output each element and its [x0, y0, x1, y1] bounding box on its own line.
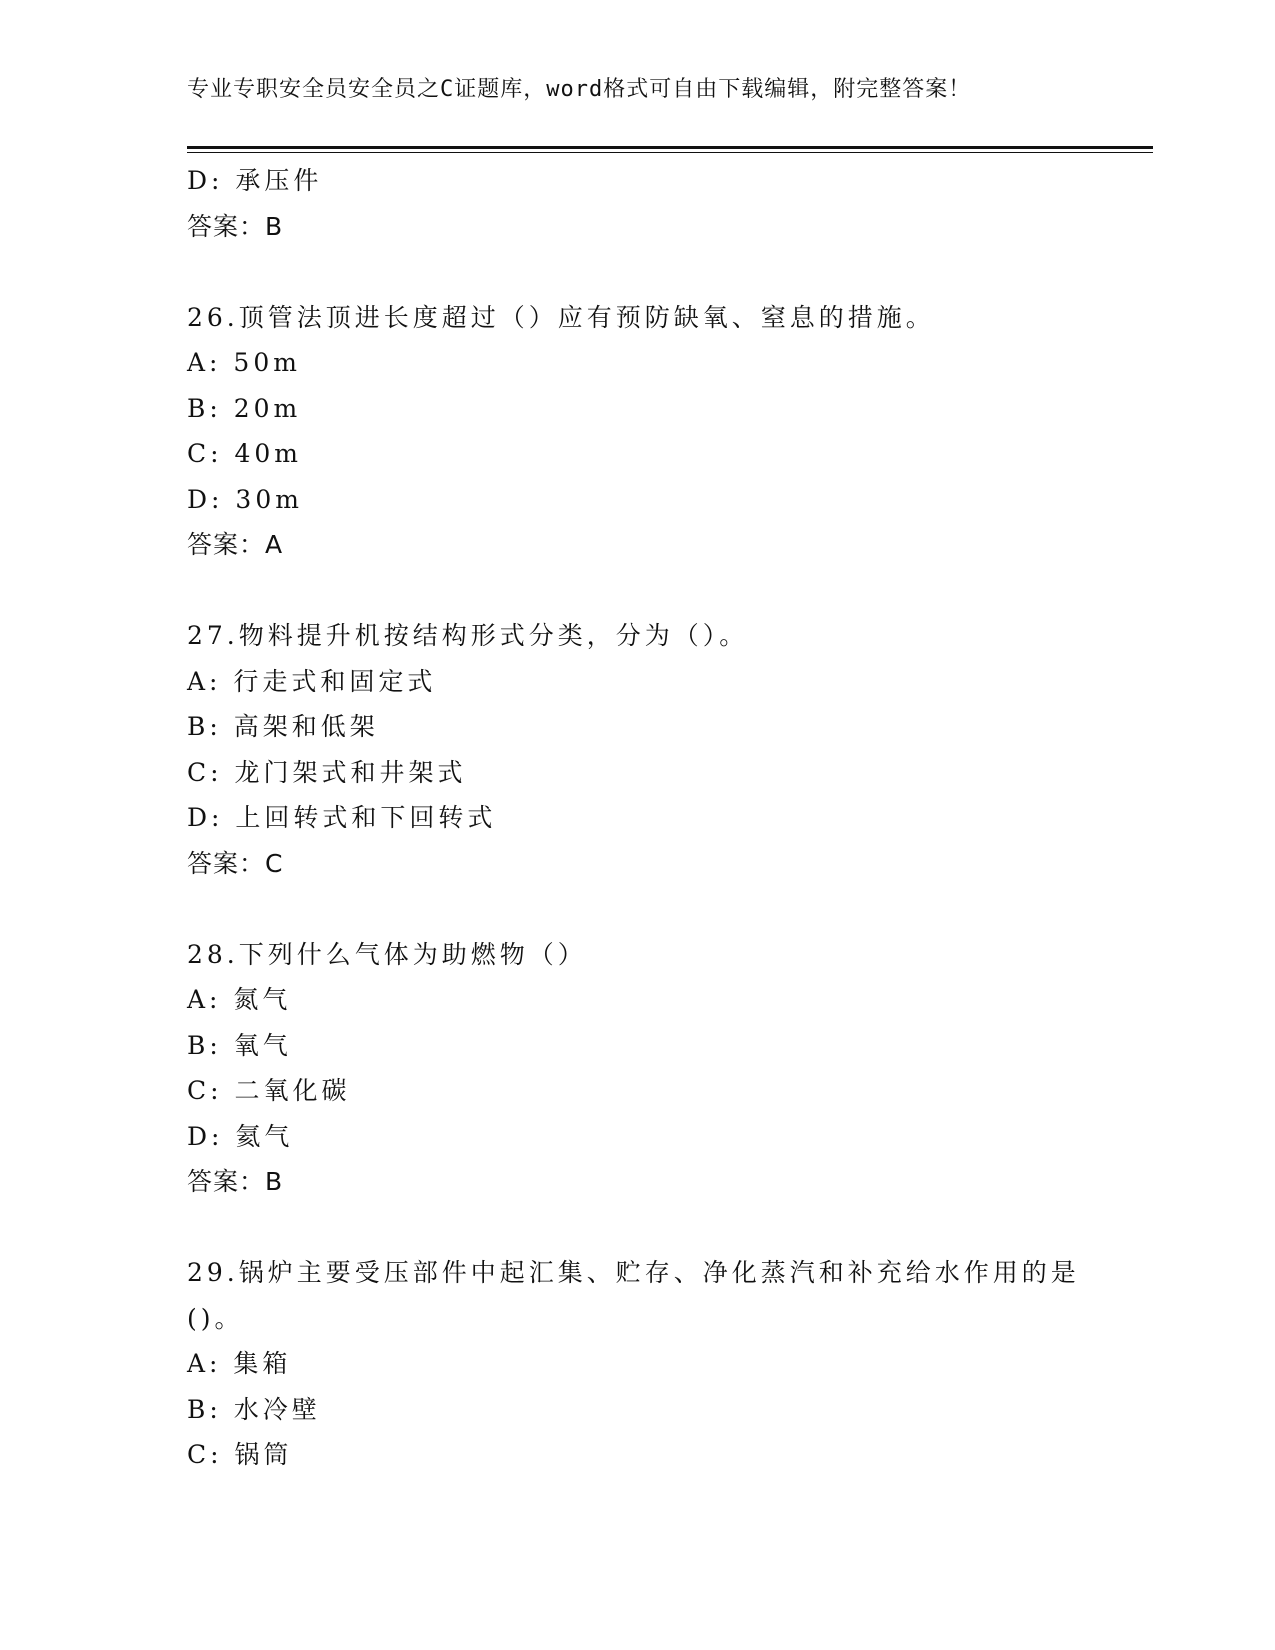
option-d: D: 上回转式和下回转式	[187, 803, 497, 832]
spacer	[187, 249, 1153, 295]
answer-line: 答案：C	[187, 848, 284, 878]
question-stem-line-1: 29.锅炉主要受压部件中起汇集、贮存、净化蒸汽和补充给水作用的是	[187, 1258, 1080, 1287]
option-a: A: 集箱	[187, 1349, 292, 1378]
option-c: C: 二氧化碳	[187, 1076, 351, 1105]
header-rule-thin	[187, 152, 1153, 153]
spacer	[187, 886, 1153, 932]
option-b: B: 氧气	[187, 1030, 292, 1060]
option-c: C: 40m	[187, 439, 303, 468]
option-a: A: 50m	[187, 348, 301, 377]
answer-line: 答案：B	[187, 211, 284, 241]
previous-question-tail	[187, 158, 1153, 249]
option-c: C: 锅筒	[187, 1440, 293, 1469]
question-28	[187, 932, 1153, 1205]
option-d: D: 承压件	[187, 166, 323, 195]
question-stem: 26.顶管法顶进长度超过（）应有预防缺氧、窒息的措施。	[187, 302, 935, 332]
option-b: B: 20m	[187, 393, 302, 423]
answer-line: 答案：B	[187, 1167, 284, 1196]
option-c: C: 龙门架式和井架式	[187, 757, 467, 787]
option-b: B: 高架和低架	[187, 712, 379, 741]
spacer	[187, 568, 1153, 614]
option-a: A: 氮气	[187, 985, 292, 1014]
option-a: A: 行走式和固定式	[187, 666, 437, 696]
answer-line: 答案：A	[187, 530, 284, 559]
option-d: D: 30m	[187, 484, 303, 514]
question-stem: 28.下列什么气体为助燃物（）	[187, 939, 587, 969]
option-d: D: 氦气	[187, 1121, 294, 1151]
document-header: 专业专职安全员安全员之C证题库，word格式可自由下载编辑，附完整答案！	[187, 77, 972, 102]
question-stem: 27.物料提升机按结构形式分类，分为（）。	[187, 621, 749, 650]
spacer	[187, 1205, 1153, 1251]
option-b: B: 水冷壁	[187, 1394, 321, 1424]
question-26	[187, 295, 1153, 568]
question-29	[187, 1250, 1153, 1478]
header-rule-thick	[187, 146, 1153, 149]
question-27	[187, 613, 1153, 886]
question-stem-line-2: ()。	[187, 1303, 244, 1333]
document-body	[187, 158, 1153, 1478]
